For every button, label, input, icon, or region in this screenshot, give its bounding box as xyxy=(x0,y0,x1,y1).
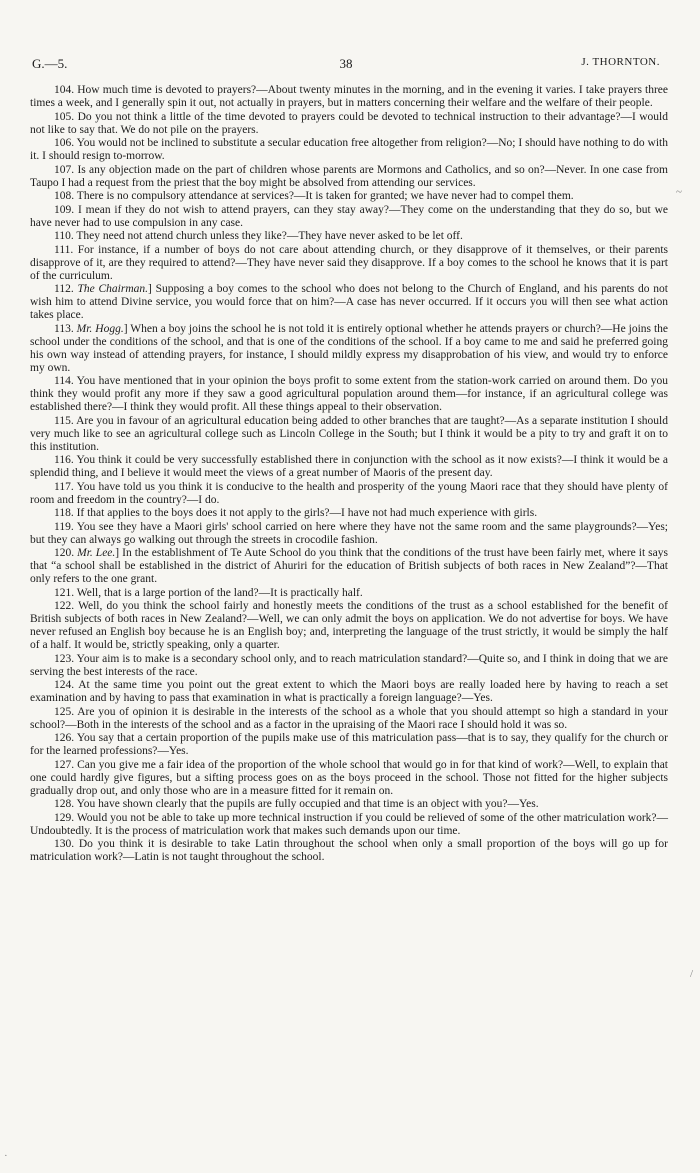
question-number: 117. xyxy=(54,480,74,493)
paragraph-text: Supposing a boy comes to the school who does not belong to the Church of England, and his parents do not wish him to attend Divine service, you would force that on him?—A case has never occurred. If it occurs you will then see what action takes place. xyxy=(30,283,668,321)
question-answer-paragraph xyxy=(30,230,668,243)
paragraph-text: You see they have a Maori girls' school carried on here where they have not the same room and the same playgrounds?—Yes; but they can always go walking out through the streets in crocodile fashion. xyxy=(30,520,668,546)
question-number: 109. xyxy=(54,203,75,216)
question-answer-paragraph xyxy=(30,812,668,838)
margin-mark-icon: / xyxy=(690,968,694,980)
question-answer-paragraph xyxy=(30,164,668,190)
paragraph-text: Are you of opinion it is desirable in the interests of the school as a whole that you should attempt so high a standard in your school?—Both in the interests of the school and as a factor in the upraising of the Maori race I should hold it was so. xyxy=(30,705,668,731)
paragraph-text: Do you not think a little of the time devoted to prayers could be devoted to technical instruction to their advantage?—I would not like to say that. We do not pile on the prayers. xyxy=(30,110,669,136)
paragraph-text: In the establishment of Te Aute School do you think that the conditions of the trust have been fairly met, where it says that “a school shall be established in the district of Ahuriri for the education of British subjects of both races in New Zealand”?—That only refers to the one grant. xyxy=(30,547,668,585)
page-number: 38 xyxy=(339,56,353,71)
question-number: 119. xyxy=(54,520,74,533)
paragraph-text: Can you give me a fair idea of the proportion of the whole school that would go in for that kind of work?—Well, to explain that one could hardly give figures, but a sifting process goes on as the boys proceed in the school. Those not fitted for the higher subjects gradually drop out, and only those who are in a measure fitted for it remain on. xyxy=(30,758,668,797)
question-answer-paragraph xyxy=(30,204,668,230)
margin-mark-icon: · xyxy=(4,1150,8,1162)
question-number: 111. xyxy=(54,243,74,256)
question-number: 123. xyxy=(54,652,75,665)
paragraph-text: You say that a certain proportion of the pupils make use of this matriculation pass—that is to say, they qualify for the church or for the learned professions?—Yes. xyxy=(30,732,668,757)
question-answer-paragraph xyxy=(30,481,668,507)
question-number: 104. xyxy=(54,84,75,96)
question-answer-paragraph xyxy=(30,111,668,137)
question-number: 125. xyxy=(54,705,75,718)
paragraph-text: When a boy joins the school he is not told it is entirely optional whether he attends prayers or church?—He joins the school under the conditions of the school, and that is one of the conditions of the school. If a boy came to me and said he preferred going his own way instead of attending prayers, for instance, I should mildly express my disapprobation of his view, and would try to enforce my own. xyxy=(30,322,669,374)
paragraph-text: Your aim is to make is a secondary school only, and to reach matriculation standard?—Quite so, and I think in doing that we are serving the best interests of the race. xyxy=(30,652,668,678)
question-number: 126. xyxy=(54,732,75,744)
paragraph-text: Is any objection made on the part of children whose parents are Mormons and Catholics, and so on?—Never. In one case from Taupo I had a request from the priest that the boy might be absolved from attending our services. xyxy=(30,163,668,189)
paragraph-text: You think it could be very successfully established there in conjunction with the school as it now exists?—I think it would be a splendid thing, and I believe it would meet the views of a great number of Maoris of the present day. xyxy=(30,454,668,479)
question-number: 108. xyxy=(54,190,75,202)
question-answer-paragraph xyxy=(30,600,668,652)
question-answer-paragraph xyxy=(30,679,668,705)
paragraph-text: You have mentioned that in your opinion the boys profit to some extent from the station-work carried on around them. Do you think they would profit any more if they saw a good agricultural population around them—for instance, if an agricultural college was established there?—I think they would profit. All these things appeal to their observation. xyxy=(30,375,669,413)
question-answer-paragraph xyxy=(30,84,668,110)
paragraph-text: You would not be inclined to substitute a secular education free altogether from religion?—No; I should have nothing to do with it. I should resign to-morrow. xyxy=(30,137,668,162)
paragraph-text: How much time is devoted to prayers?—About twenty minutes in the morning, and in the evening it varies. I take prayers three times a week, and I generally spin it out, not actually in prayers, but in matters concerning their welfare and the welfare of their people. xyxy=(30,84,669,109)
paragraph-text: I mean if they do not wish to attend prayers, can they stay away?—They come on the understanding that they do so, but we have never had to use compulsion in any case. xyxy=(30,203,669,229)
question-number: 106. xyxy=(54,137,75,149)
evidence-text xyxy=(30,84,668,865)
speaker-name: Mr. Hogg. xyxy=(76,322,124,335)
paragraph-text: There is no compulsory attendance at services?—It is taken for granted; we have never had to compel them. xyxy=(76,190,574,202)
paragraph-text: You have told us you think it is conducive to the health and prosperity of the young Maori race that they should have plenty of room and freedom in the country?—I do. xyxy=(30,480,668,506)
question-number: 127. xyxy=(54,758,75,771)
question-answer-paragraph xyxy=(30,587,668,600)
paragraph-text: Are you in favour of an agricultural education being added to other branches that are taught?—As a separate institution I should very much like to see an agricultural college such as Lincoln College in the South; but I think it would be a pity to try and graft it on to this institution. xyxy=(30,414,668,453)
question-answer-paragraph xyxy=(30,759,668,798)
question-answer-paragraph xyxy=(30,838,668,864)
question-number: 115. xyxy=(54,414,74,427)
question-answer-paragraph xyxy=(30,521,668,547)
question-answer-paragraph xyxy=(30,415,668,454)
question-number: 122. xyxy=(54,600,75,612)
paragraph-text: Well, do you think the school fairly and honestly meets the conditions of the trust as a school established for the benefit of British subjects of both races in New Zealand?—Well, we can only admit the boys on application. We do not advertise for boys. We have never refused an English boy because he is an English boy; and, interpreting the language of the trust strictly, it would be simply the half of a half. It would be, strictly speaking, only a quarter. xyxy=(30,600,668,651)
question-answer-paragraph xyxy=(30,454,668,480)
margin-mark-icon: ~ xyxy=(676,186,682,198)
question-number: 110. xyxy=(54,230,74,242)
question-answer-paragraph xyxy=(30,507,668,520)
question-answer-paragraph xyxy=(30,375,668,414)
speaker-name: The Chairman. xyxy=(77,283,148,295)
question-answer-paragraph xyxy=(30,653,668,679)
question-answer-paragraph xyxy=(30,244,668,283)
question-number: 113. xyxy=(54,322,74,335)
speaker-name: Mr. Lee. xyxy=(77,547,116,559)
question-number: 120. xyxy=(54,547,75,559)
question-answer-paragraph xyxy=(30,706,668,732)
question-number: 105. xyxy=(54,110,75,123)
paragraph-text: For instance, if a number of boys do not care about attending church, or they disapprove of it themselves, or their parents disapprove of it, are they required to attend?—They have never said they disapprove. If a boy comes to the school he knows that it is part of the curriculum. xyxy=(30,243,669,282)
question-answer-paragraph xyxy=(30,190,668,203)
witness-name: J. THORNTON. xyxy=(581,56,660,68)
question-number: 129. xyxy=(54,811,75,824)
page-header xyxy=(32,56,660,76)
question-number: 107. xyxy=(54,163,75,176)
question-answer-paragraph xyxy=(30,137,668,163)
question-number: 118. xyxy=(54,507,74,519)
question-number: 116. xyxy=(54,454,74,466)
question-number: 128. xyxy=(54,798,75,810)
question-number: 124. xyxy=(54,679,75,691)
question-answer-paragraph xyxy=(30,798,668,811)
paragraph-text: At the same time you point out the great extent to which the Maori boys are really loaded here by having to reach a set examination and by having to pass that examination in what is practically a foreign language?—Yes. xyxy=(30,679,668,704)
question-number: 114. xyxy=(54,375,74,387)
paragraph-text: Would you not be able to take up more technical instruction if you could be relieved of some of the other matriculation work?—Undoubtedly. It is the process of matriculation work that makes such demands upon our time. xyxy=(30,811,669,837)
question-answer-paragraph: 120. Mr. Lee.] In the establishment of Te Aute School do you think that the conditions of the trust have been fairly met, where it says that “a school shall be established in the district of Ahuriri for the education of British subjects of both races in New Zealand”?—That only refers to the one grant. xyxy=(30,547,668,585)
paragraph-text: Do you think it is desirable to take Latin throughout the school when only a small proportion of the boys will go up for matriculation work?—Latin is not taught throughout the school. xyxy=(30,838,668,863)
question-number: 130. xyxy=(54,838,75,850)
question-number: 112. xyxy=(54,283,74,295)
paragraph-text: Well, that is a large portion of the land?—It is practically half. xyxy=(76,586,363,599)
question-answer-paragraph xyxy=(30,732,668,758)
question-number: 121. xyxy=(54,586,75,599)
question-answer-paragraph: 112. The Chairman.] Supposing a boy comes to the school who does not belong to the Church of England, and his parents do not wish him to attend Divine service, you would force that on him?—A case has never occurred. If it occurs you will then see what action takes place. xyxy=(30,283,668,321)
paper-reference: G.—5. xyxy=(32,56,68,71)
question-answer-paragraph: 113. Mr. Hogg.] When a boy joins the school he is not told it is entirely optional whether he attends prayers or church?—He joins the school under the conditions of the school, and that is one of the conditions of the school. If a boy came to me and said he preferred going his own way instead of attending prayers, for instance, I should mildly express my disapprobation of his view, and would try to enforce my own. xyxy=(30,322,669,374)
paragraph-text: They need not attend church unless they like?—They have never asked to be let off. xyxy=(76,230,463,242)
paragraph-text: You have shown clearly that the pupils are fully occupied and that time is an object with you?—Yes. xyxy=(76,798,539,810)
paragraph-text: If that applies to the boys does it not apply to the girls?—I have not had much experience with girls. xyxy=(76,507,538,519)
